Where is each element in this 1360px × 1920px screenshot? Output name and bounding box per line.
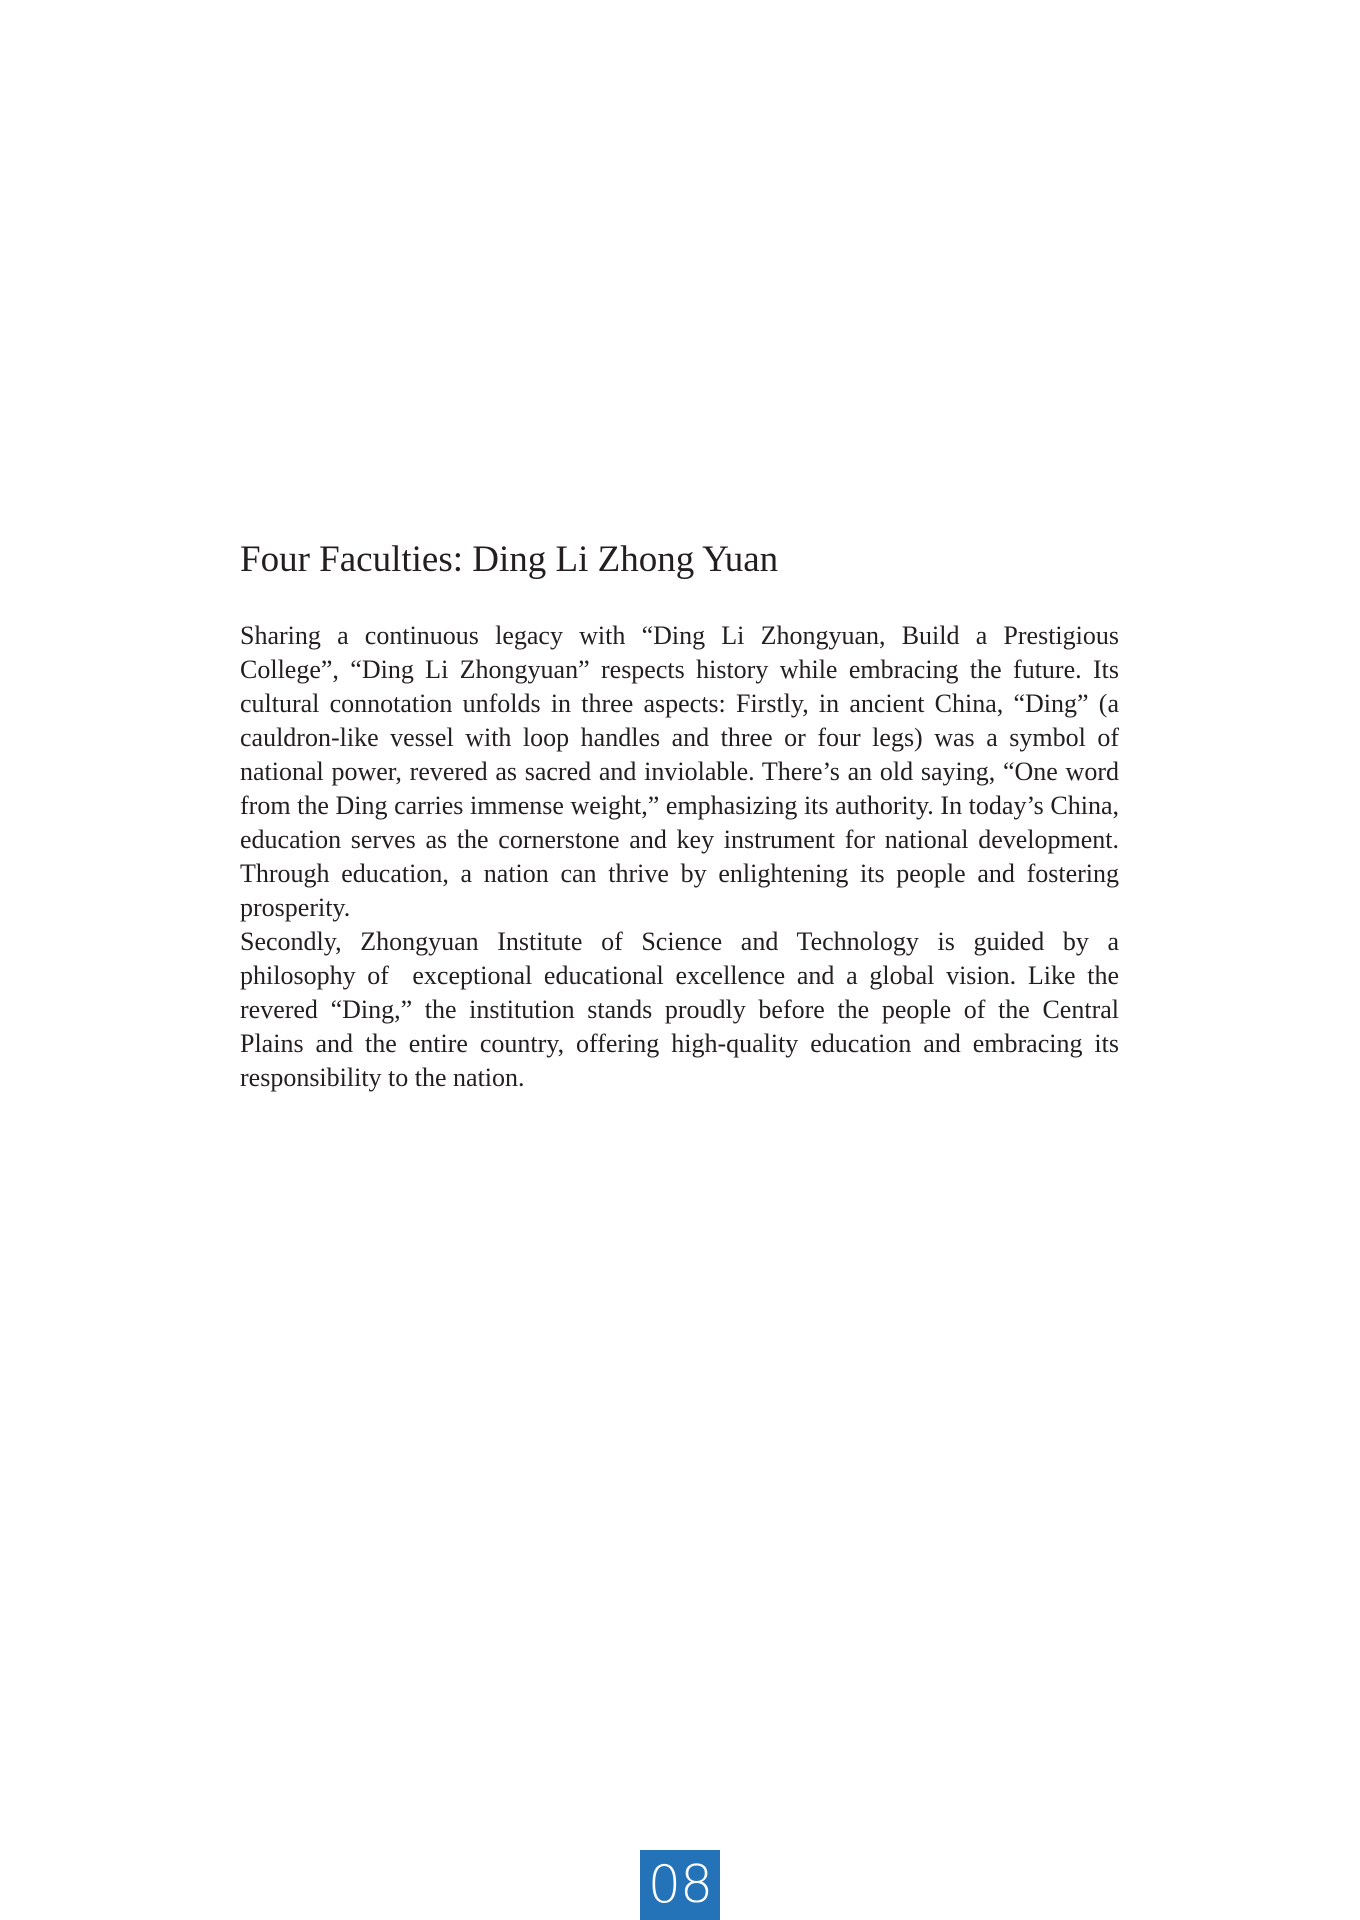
body-text [240,619,1119,1095]
paragraph-firstly: Sharing a continuous legacy with “Ding Li Zhongyuan, Build a Prestigious College”, “Ding Li Zhongyuan” respects history while embracing the future. Its cultural connotation unfolds in three aspects: Firstly, in ancient China, “Ding” (a cauldron-like vessel with loop handles and three or four legs) was a symbol of national power, revered as sacred and inviolable. There’s an old saying, “One word from the Ding carries immense weight,” emphasizing its authority. In today’s China, education serves as the cornerstone and key instrument for national development. Through education, a nation can thrive by enlightening its people and fostering prosperity. [240,621,1119,922]
page-title: Four Faculties: Ding Li Zhong Yuan [240,539,779,580]
paragraph-secondly: Secondly, Zhongyuan Institute of Science and Technology is guided by a philosophy of exceptional educational excellence and a global vision. Like the revered “Ding,” the institution stands proudly before the people of the Central Plains and the entire country, offering high-quality education and embracing its responsibility to the nation. [240,927,1119,1092]
page-number-badge: 08 [640,1850,720,1920]
